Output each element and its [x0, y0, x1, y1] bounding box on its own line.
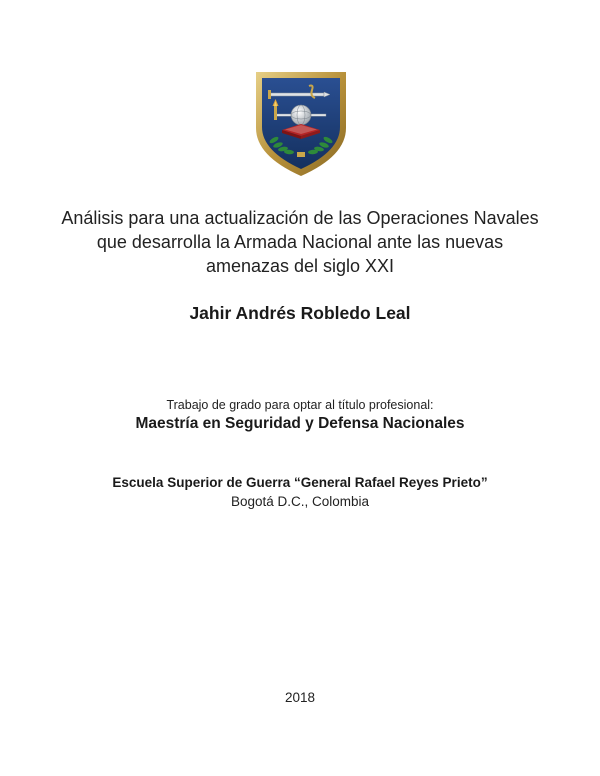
publication-year: 2018 — [284, 690, 316, 705]
degree-intro: Trabajo de grado para optar al título profesional: — [166, 398, 434, 412]
thesis-title: Análisis para una actualización de las Operaciones Navales que desarrolla la Armada Nacional ante las nuevas amenazas del siglo XXI — [61, 208, 539, 276]
school-name: Escuela Superior de Guerra “General Rafael Reyes Prieto” — [112, 475, 488, 490]
degree-name: Maestría en Seguridad y Defensa Nacionales — [135, 415, 465, 432]
author-name: Jahir Andrés Robledo Leal — [189, 303, 411, 323]
escuela-superior-de-guerra-crest-icon — [254, 70, 348, 178]
city-location: Bogotá D.C., Colombia — [230, 494, 370, 509]
